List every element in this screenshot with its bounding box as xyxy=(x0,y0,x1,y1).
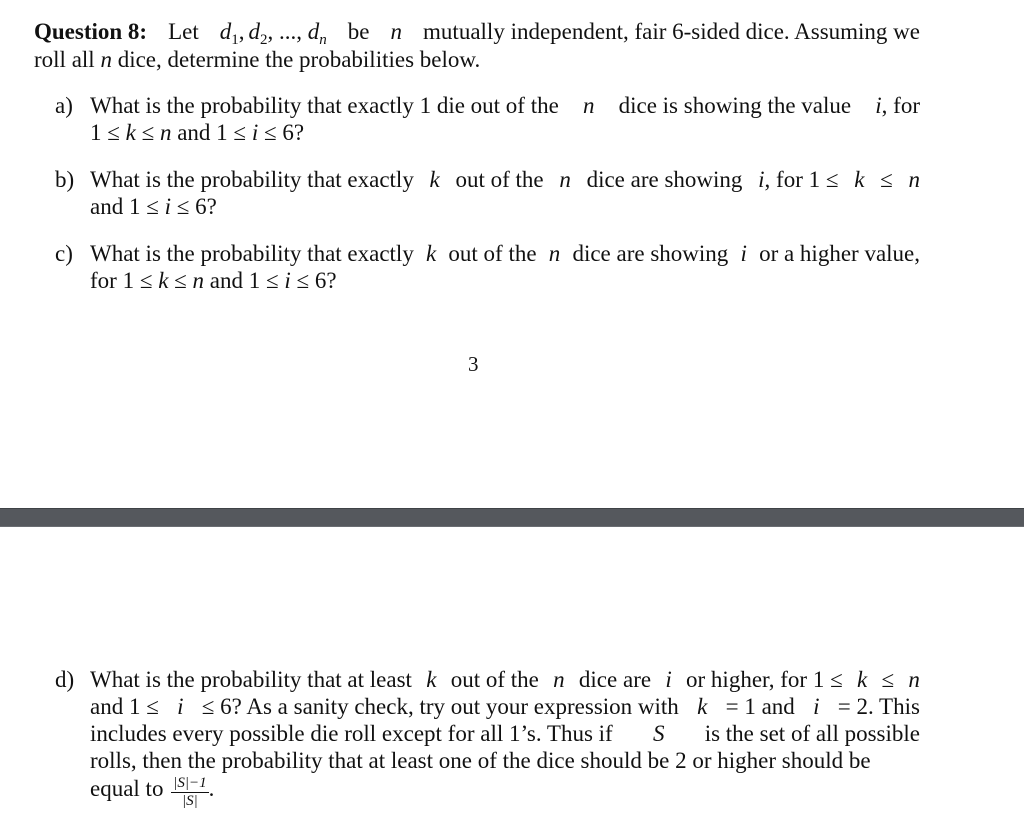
part-a-line-2: 1 ≤ k ≤ n and 1 ≤ i ≤ 6? xyxy=(90,120,305,145)
part-c-line-1: What is the probability that exactly k out of the n dice are showing i or a higher value, xyxy=(90,241,920,266)
part-d-label: d) xyxy=(55,667,75,692)
part-b-line-2: and 1 ≤ i ≤ 6? xyxy=(90,194,217,219)
part-d-line-5: equal to $\frac{|S|-1}{|S|}$ . xyxy=(90,775,215,809)
intro-let: Let xyxy=(168,19,199,44)
fraction-denominator: |S| xyxy=(182,793,198,809)
intro-n: n xyxy=(390,19,403,44)
part-c-line-2: for 1 ≤ k ≤ n and 1 ≤ i ≤ 6? xyxy=(90,268,337,293)
intro-dice-list: $d_1$, $d_2$, ..., $d_n$ xyxy=(219,19,327,48)
part-d-line-1: What is the probability that at least k out of the n dice are i or higher, for 1 ≤ k ≤ n xyxy=(90,667,920,692)
part-d-line-4: rolls, then the probability that at least one of the dice should be 2 or higher should be xyxy=(90,748,871,773)
intro-be: be xyxy=(347,19,370,44)
page-number: 3 xyxy=(468,352,479,376)
part-c-label: c) xyxy=(55,241,73,266)
fraction xyxy=(171,776,208,809)
part-a-line-1: What is the probability that exactly 1 die out of the n dice is showing the value i, for xyxy=(90,93,920,118)
part-b-line-1: What is the probability that exactly k out of the n dice are showing i, for 1 ≤ k ≤ n xyxy=(90,167,920,192)
document-page-bottom xyxy=(0,527,1024,823)
part-b-label: b) xyxy=(55,167,75,192)
question-intro-line-1 xyxy=(34,18,920,48)
question-intro-line-2: roll all n dice, determine the probabilities below. xyxy=(34,47,481,72)
fraction-numerator: |S|−1 xyxy=(173,775,207,791)
intro-rest: mutually independent, fair 6-sided dice. Assuming we xyxy=(423,19,920,44)
part-a-label: a) xyxy=(55,93,73,118)
part-d-line-2: and 1 ≤ i ≤ 6? As a sanity check, try out your expression with k = 1 and i = 2. This xyxy=(90,694,920,719)
page-divider xyxy=(0,508,1024,527)
question-label: Question 8: xyxy=(34,19,148,44)
part-d-line-3: includes every possible die roll except for all 1’s. Thus if S is the set of all possible xyxy=(90,721,920,746)
